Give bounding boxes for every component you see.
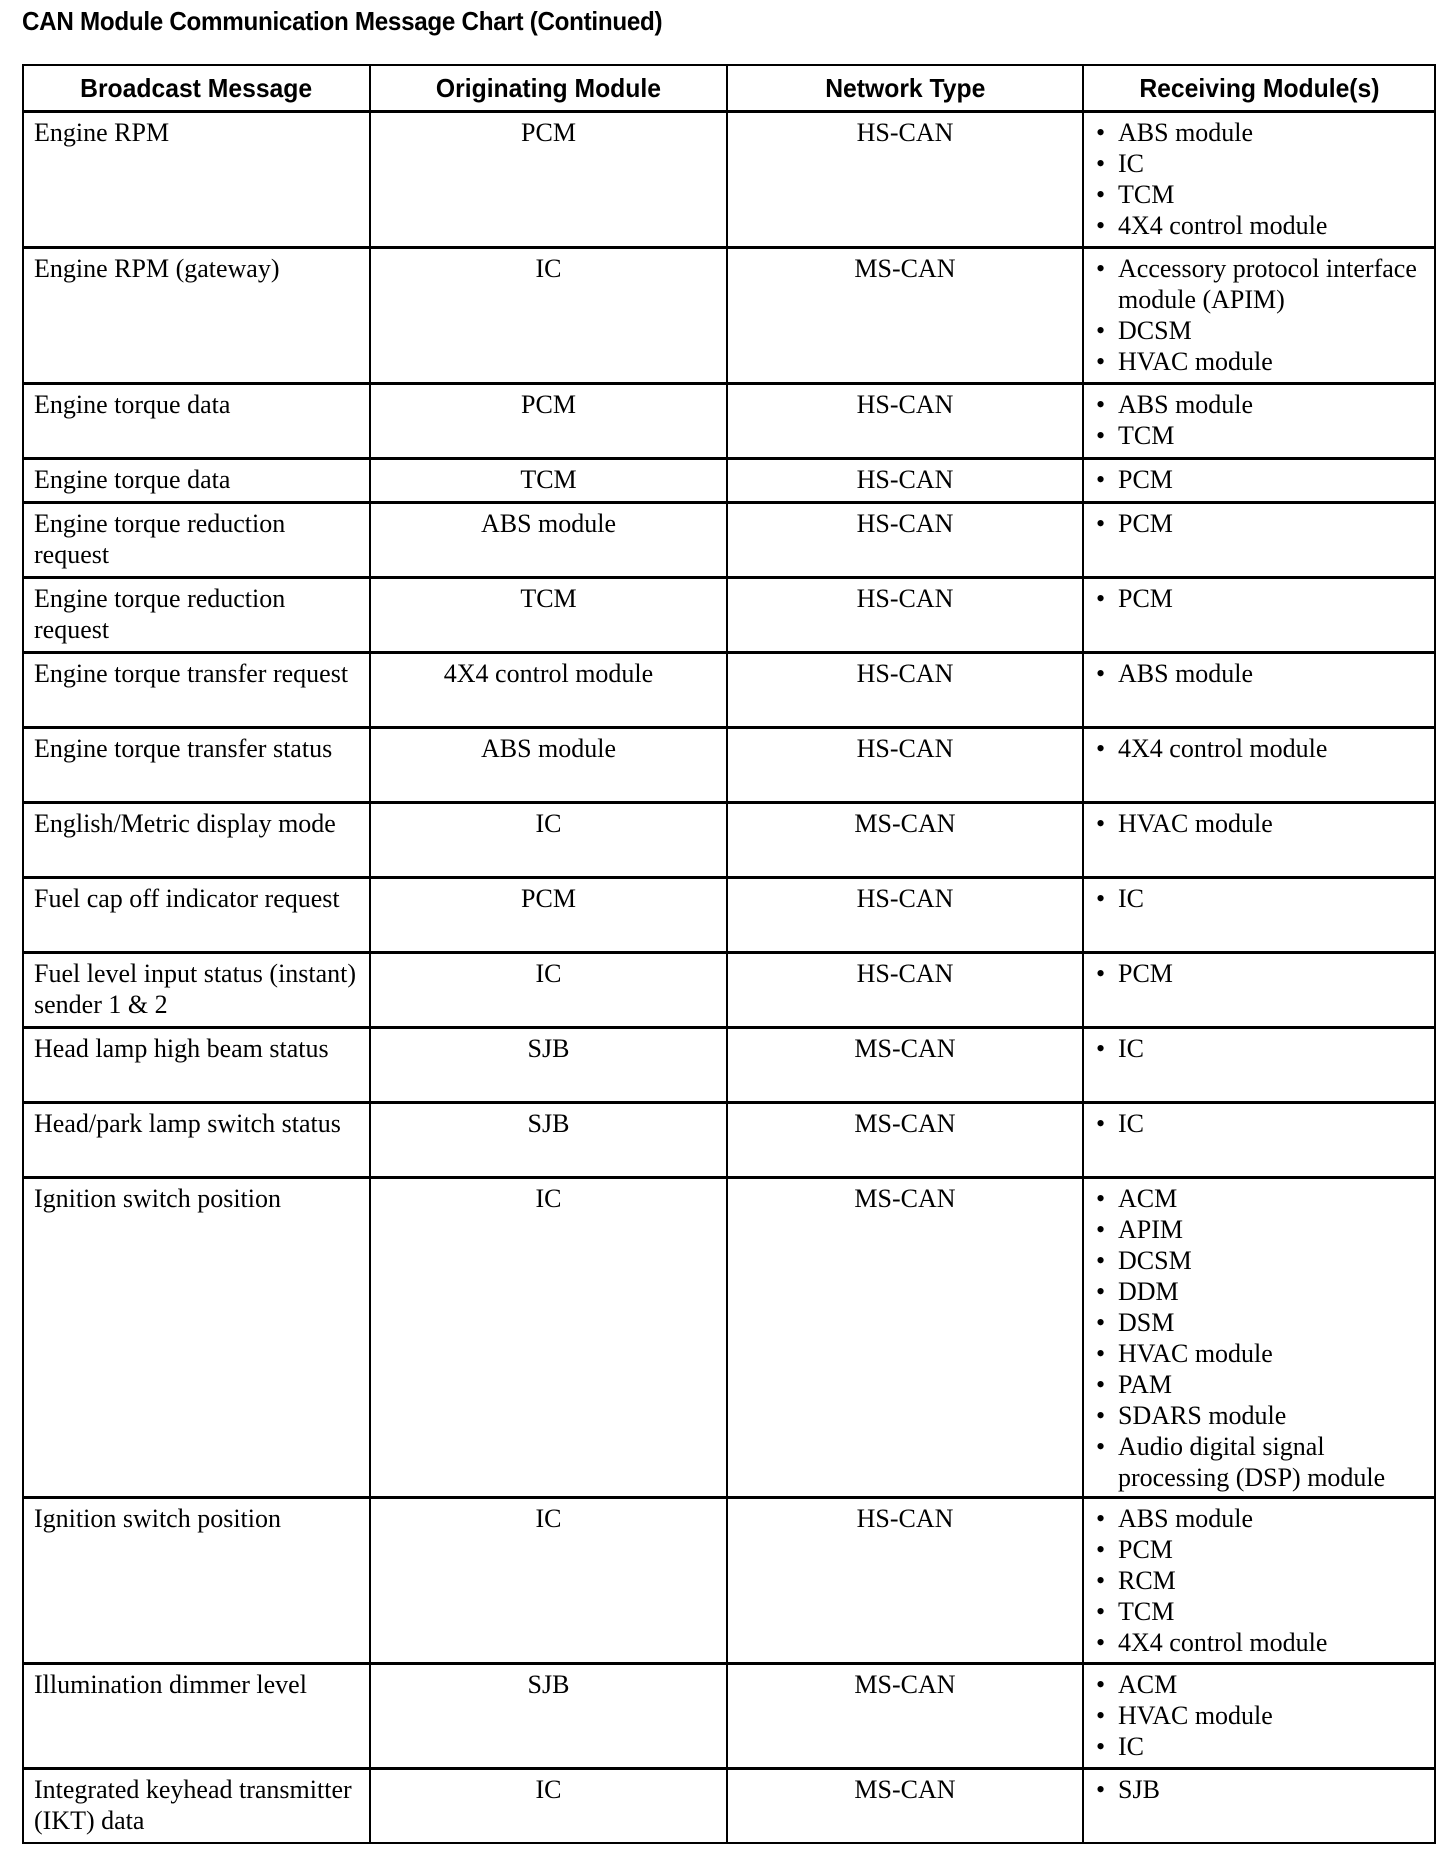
page-title: CAN Module Communication Message Chart (Continued) — [22, 6, 663, 36]
broadcast-message-cell: Head lamp high beam status — [23, 1028, 370, 1103]
originating-module-cell: IC — [370, 248, 727, 384]
receiving-modules-cell — [1083, 503, 1435, 578]
receiving-modules-cell — [1083, 248, 1435, 384]
receiving-modules-cell — [1083, 953, 1435, 1028]
broadcast-message-cell: Illumination dimmer level — [23, 1664, 370, 1769]
network-type-cell: MS-CAN — [727, 803, 1083, 878]
receiving-modules-cell — [1083, 578, 1435, 653]
receiving-module-item: • HVAC module — [1096, 808, 1428, 839]
receiving-module-item: • PAM — [1096, 1369, 1428, 1400]
receiving-modules-list — [1096, 958, 1428, 989]
table-row — [23, 953, 1435, 1028]
receiving-module-item: • ABS module — [1096, 1503, 1428, 1534]
network-type-cell: HS-CAN — [727, 653, 1083, 728]
originating-module-cell: SJB — [370, 1664, 727, 1769]
receiving-module-item: • DCSM — [1096, 1245, 1428, 1276]
table-row — [23, 1103, 1435, 1178]
broadcast-message-cell: Engine RPM (gateway) — [23, 248, 370, 384]
receiving-modules-list — [1096, 464, 1428, 495]
receiving-module-item: • Accessory protocol interface module (APIM) — [1096, 253, 1428, 315]
table-row — [23, 459, 1435, 503]
table-header-row — [23, 65, 1435, 112]
receiving-module-item: • PCM — [1096, 1534, 1428, 1565]
receiving-modules-list — [1096, 1669, 1428, 1762]
receiving-module-item: • PCM — [1096, 583, 1428, 614]
receiving-module-item: • DCSM — [1096, 315, 1428, 346]
receiving-modules-cell — [1083, 803, 1435, 878]
table-row — [23, 384, 1435, 459]
receiving-modules-cell — [1083, 1664, 1435, 1769]
receiving-module-item: • ABS module — [1096, 389, 1428, 420]
receiving-module-item: • ACM — [1096, 1669, 1428, 1700]
receiving-module-item: • ABS module — [1096, 117, 1428, 148]
receiving-module-item: • IC — [1096, 1731, 1428, 1762]
receiving-modules-cell — [1083, 1178, 1435, 1498]
table-row — [23, 1498, 1435, 1664]
broadcast-message-cell: Engine torque reduction request — [23, 503, 370, 578]
receiving-modules-list — [1096, 1183, 1428, 1493]
network-type-cell: HS-CAN — [727, 728, 1083, 803]
receiving-module-item: • ACM — [1096, 1183, 1428, 1214]
receiving-modules-list — [1096, 1033, 1428, 1064]
receiving-modules-cell — [1083, 1769, 1435, 1843]
receiving-module-item: • DSM — [1096, 1307, 1428, 1338]
receiving-modules-list — [1096, 1503, 1428, 1658]
receiving-module-item: • PCM — [1096, 464, 1428, 495]
broadcast-message-cell: Engine torque reduction request — [23, 578, 370, 653]
receiving-modules-cell — [1083, 878, 1435, 953]
receiving-modules-cell — [1083, 1103, 1435, 1178]
receiving-module-item: • IC — [1096, 883, 1428, 914]
network-type-cell: HS-CAN — [727, 878, 1083, 953]
originating-module-cell: TCM — [370, 578, 727, 653]
receiving-module-item: • Audio digital signal processing (DSP) module — [1096, 1431, 1428, 1493]
broadcast-message-cell: Ignition switch position — [23, 1178, 370, 1498]
broadcast-message-cell: Integrated keyhead transmitter (IKT) data — [23, 1769, 370, 1843]
receiving-modules-list — [1096, 883, 1428, 914]
originating-module-cell: ABS module — [370, 503, 727, 578]
table-body — [23, 112, 1435, 1843]
network-type-cell: MS-CAN — [727, 1769, 1083, 1843]
broadcast-message-cell: Engine RPM — [23, 112, 370, 248]
network-type-cell: HS-CAN — [727, 578, 1083, 653]
originating-module-cell: 4X4 control module — [370, 653, 727, 728]
originating-module-cell: IC — [370, 1178, 727, 1498]
receiving-module-item: • PCM — [1096, 958, 1428, 989]
receiving-modules-cell — [1083, 653, 1435, 728]
broadcast-message-cell: Engine torque transfer status — [23, 728, 370, 803]
broadcast-message-cell: Ignition switch position — [23, 1498, 370, 1664]
table-row — [23, 1769, 1435, 1843]
broadcast-message-cell: English/Metric display mode — [23, 803, 370, 878]
originating-module-cell: IC — [370, 953, 727, 1028]
originating-module-cell: PCM — [370, 878, 727, 953]
table-row — [23, 653, 1435, 728]
originating-module-cell: IC — [370, 1498, 727, 1664]
broadcast-message-cell: Fuel cap off indicator request — [23, 878, 370, 953]
receiving-module-item: • SJB — [1096, 1774, 1428, 1805]
table-row — [23, 112, 1435, 248]
receiving-modules-cell — [1083, 384, 1435, 459]
table-row — [23, 578, 1435, 653]
originating-module-cell: IC — [370, 1769, 727, 1843]
receiving-modules-list — [1096, 1108, 1428, 1139]
receiving-module-item: • HVAC module — [1096, 1338, 1428, 1369]
network-type-cell: MS-CAN — [727, 248, 1083, 384]
network-type-cell: MS-CAN — [727, 1664, 1083, 1769]
receiving-module-item: • 4X4 control module — [1096, 1627, 1428, 1658]
receiving-modules-cell — [1083, 1028, 1435, 1103]
receiving-module-item: • ABS module — [1096, 658, 1428, 689]
network-type-cell: HS-CAN — [727, 953, 1083, 1028]
table-row — [23, 878, 1435, 953]
receiving-modules-list — [1096, 583, 1428, 614]
table-row — [23, 728, 1435, 803]
receiving-module-item: • 4X4 control module — [1096, 733, 1428, 764]
receiving-module-item: • TCM — [1096, 420, 1428, 451]
table-row — [23, 1028, 1435, 1103]
receiving-modules-cell — [1083, 728, 1435, 803]
table-row — [23, 803, 1435, 878]
receiving-modules-cell — [1083, 112, 1435, 248]
network-type-cell: HS-CAN — [727, 459, 1083, 503]
receiving-modules-list — [1096, 253, 1428, 377]
network-type-cell: HS-CAN — [727, 112, 1083, 248]
network-type-cell: MS-CAN — [727, 1028, 1083, 1103]
receiving-module-item: • IC — [1096, 148, 1428, 179]
network-type-cell: HS-CAN — [727, 1498, 1083, 1664]
broadcast-message-cell: Engine torque transfer request — [23, 653, 370, 728]
receiving-module-item: • IC — [1096, 1033, 1428, 1064]
originating-module-cell: IC — [370, 803, 727, 878]
receiving-module-item: • TCM — [1096, 179, 1428, 210]
originating-module-cell: TCM — [370, 459, 727, 503]
network-type-cell: HS-CAN — [727, 384, 1083, 459]
receiving-module-item: • RCM — [1096, 1565, 1428, 1596]
receiving-modules-list — [1096, 808, 1428, 839]
network-type-cell: MS-CAN — [727, 1103, 1083, 1178]
broadcast-message-cell: Fuel level input status (instant) sender 1 & 2 — [23, 953, 370, 1028]
broadcast-message-cell: Engine torque data — [23, 384, 370, 459]
originating-module-cell: SJB — [370, 1028, 727, 1103]
originating-module-cell: PCM — [370, 384, 727, 459]
network-type-cell: MS-CAN — [727, 1178, 1083, 1498]
network-type-cell: HS-CAN — [727, 503, 1083, 578]
receiving-module-item: • HVAC module — [1096, 346, 1428, 377]
table-row — [23, 503, 1435, 578]
broadcast-message-cell: Engine torque data — [23, 459, 370, 503]
receiving-modules-list — [1096, 658, 1428, 689]
column-header-network-type: Network Type — [727, 65, 1083, 112]
receiving-module-item: • DDM — [1096, 1276, 1428, 1307]
receiving-module-item: • PCM — [1096, 508, 1428, 539]
receiving-module-item: • 4X4 control module — [1096, 210, 1428, 241]
originating-module-cell: PCM — [370, 112, 727, 248]
receiving-modules-list — [1096, 389, 1428, 451]
receiving-module-item: • HVAC module — [1096, 1700, 1428, 1731]
receiving-modules-list — [1096, 508, 1428, 539]
broadcast-message-cell: Head/park lamp switch status — [23, 1103, 370, 1178]
table-row — [23, 1664, 1435, 1769]
receiving-modules-cell — [1083, 1498, 1435, 1664]
column-header-originating-module: Originating Module — [370, 65, 727, 112]
receiving-modules-list — [1096, 117, 1428, 241]
receiving-module-item: • APIM — [1096, 1214, 1428, 1245]
receiving-module-item: • SDARS module — [1096, 1400, 1428, 1431]
receiving-module-item: • IC — [1096, 1108, 1428, 1139]
originating-module-cell: SJB — [370, 1103, 727, 1178]
table-row — [23, 248, 1435, 384]
receiving-modules-list — [1096, 733, 1428, 764]
originating-module-cell: ABS module — [370, 728, 727, 803]
can-message-table — [22, 64, 1436, 1844]
receiving-modules-cell — [1083, 459, 1435, 503]
column-header-broadcast-message: Broadcast Message — [23, 65, 370, 112]
table-row — [23, 1178, 1435, 1498]
receiving-modules-list — [1096, 1774, 1428, 1805]
receiving-module-item: • TCM — [1096, 1596, 1428, 1627]
column-header-receiving-modules: Receiving Module(s) — [1083, 65, 1435, 112]
